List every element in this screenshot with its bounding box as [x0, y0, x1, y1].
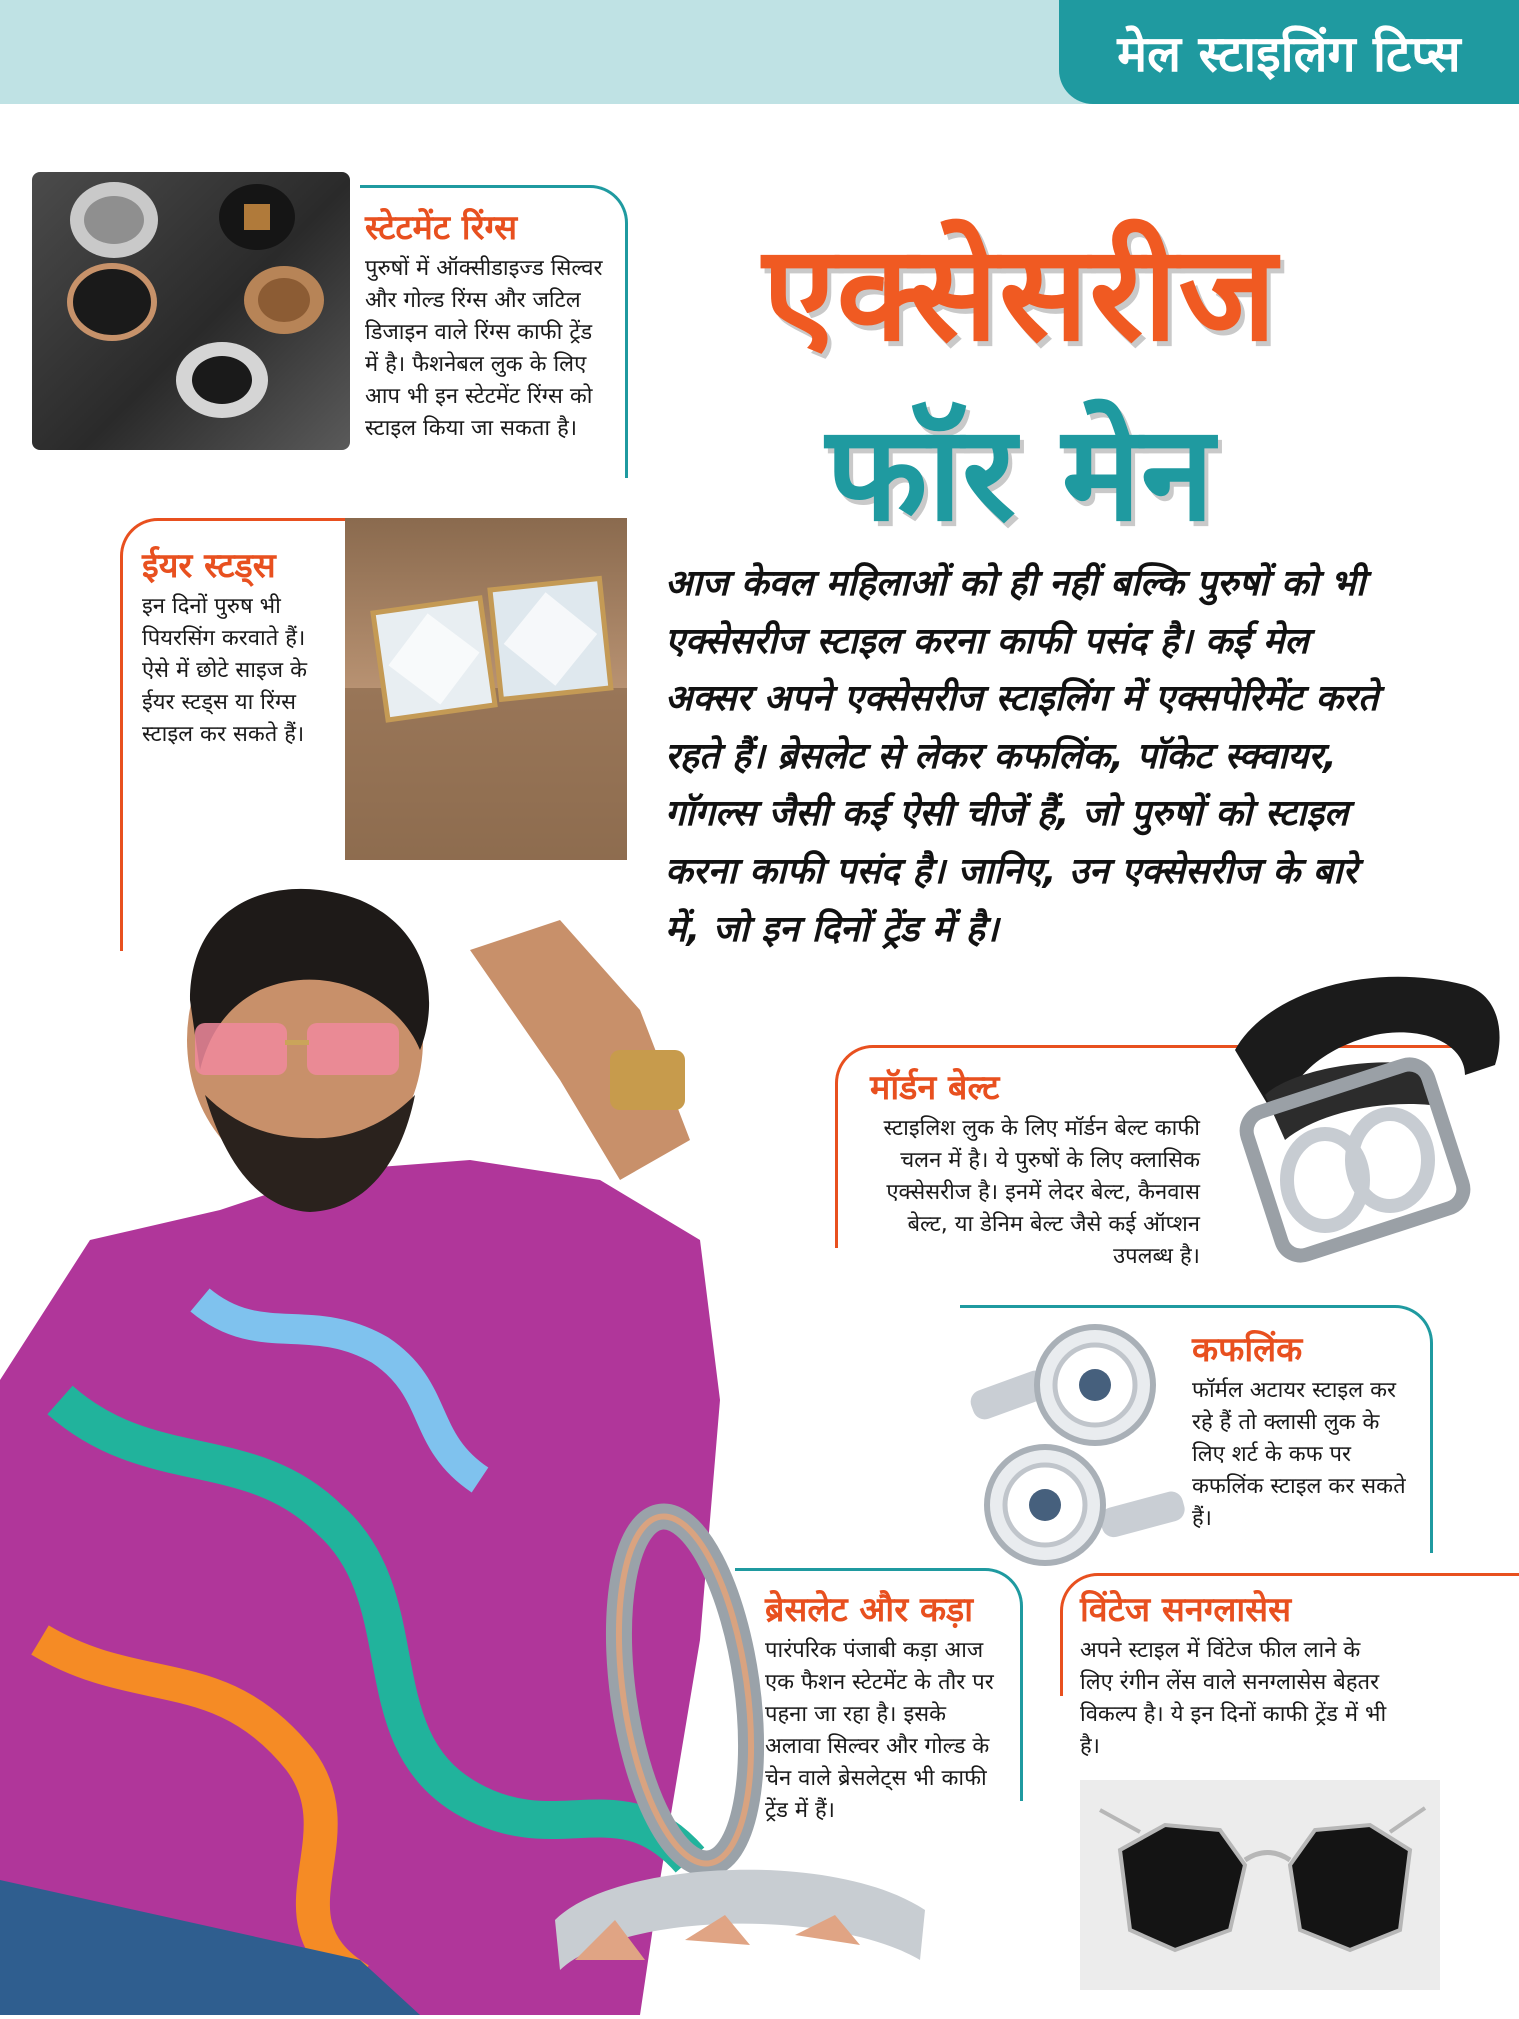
intro-paragraph: आज केवल महिलाओं को ही नहीं बल्कि पुरुषों को भी एक्सेसरीज स्टाइल करना काफी पसंद है। कई मेल अक्सर अपने एक्सेसरीज स्टाइलिंग में एक्सपेरिमेंट करते रहते हैं। ब्रेसलेट से लेकर कफलिंक, पॉकेट स्क्वायर, गॉगल्स जैसी कई ऐसी चीजें हैं, जो पुरुषों को स्टाइल करना काफी पसंद है। जानिए, उन एक्सेसरीज के बारे में, जो इन दिनों ट्रेंड में है। — [665, 563, 1379, 950]
studs-section — [142, 548, 332, 751]
bracelet-title: ब्रेसलेट और कड़ा — [765, 1590, 974, 1630]
cufflinks-photo — [960, 1320, 1190, 1570]
section-tag: मेल स्टाइलिंग टिप्स — [1059, 0, 1519, 104]
rings-title: स्टेटमेंट रिंग्स — [365, 208, 518, 248]
bracelet-section — [765, 1592, 1005, 1827]
studs-text: इन दिनों पुरुष भी पियरसिंग करवाते हैं। ऐसे में छोटे साइज के ईयर स्टड्स या रिंग्स स्टाइल कर सकते हैं। — [142, 594, 307, 747]
bracelet-text: पारंपरिक पंजाबी कड़ा आज एक फैशन स्टेटमेंट के तौर पर पहना जा रहा है। इसके अलावा सिल्वर और गोल्ड के चेन वाले ब्रेसलेट्स भी काफी ट्रेंड में हैं। — [765, 1638, 994, 1823]
belt-section — [870, 1070, 1200, 1273]
studs-title: ईयर स्टड्स — [142, 546, 276, 586]
rings-text: पुरुषों में ऑक्सीडाइज्ड सिल्वर और गोल्ड रिंग्स और जटिल डिजाइन वाले रिंग्स काफी ट्रेंड में है। फैशनेबल लुक के लिए आप भी इन स्टेटमेंट रिंग्स को स्टाइल किया जा सकता है। — [365, 256, 603, 441]
sunglasses-text: अपने स्टाइल में विंटेज फील लाने के लिए रंगीन लेंस वाले सनग्लासेस बेहतर विकल्प है। ये इन दिनों काफी ट्रेंड में भी है। — [1080, 1638, 1387, 1760]
cufflink-text: फॉर्मल अटायर स्टाइल कर रहे हैं तो क्लासी लुक के लिए शर्ट के कफ पर कफलिंक स्टाइल कर सकते हैं। — [1192, 1378, 1406, 1531]
sunglasses-section — [1080, 1592, 1400, 1763]
sunglasses-title: विंटेज सनग्लासेस — [1080, 1590, 1292, 1630]
rings-photo — [32, 172, 350, 450]
belt-photo — [1225, 955, 1510, 1285]
belt-title: मॉर्डन बेल्ट — [870, 1068, 1000, 1108]
sunglasses-photo — [1080, 1780, 1440, 1990]
headline-line-1: एक्सेसरीज — [762, 217, 1278, 371]
cufflink-section — [1192, 1332, 1417, 1535]
headline-line-2: फॉर मेन — [825, 397, 1215, 551]
ear-studs-photo — [345, 518, 627, 860]
belt-text: स्टाइलिश लुक के लिए मॉर्डन बेल्ट काफी चलन में है। ये पुरुषों के लिए क्लासिक एक्सेसरीज है। इनमें लेदर बेल्ट, कैनवास बेल्ट, या डेनिम बेल्ट जैसे कई ऑप्शन उपलब्ध है। — [883, 1116, 1200, 1269]
cufflink-title: कफलिंक — [1192, 1330, 1303, 1370]
rings-section — [365, 210, 610, 445]
